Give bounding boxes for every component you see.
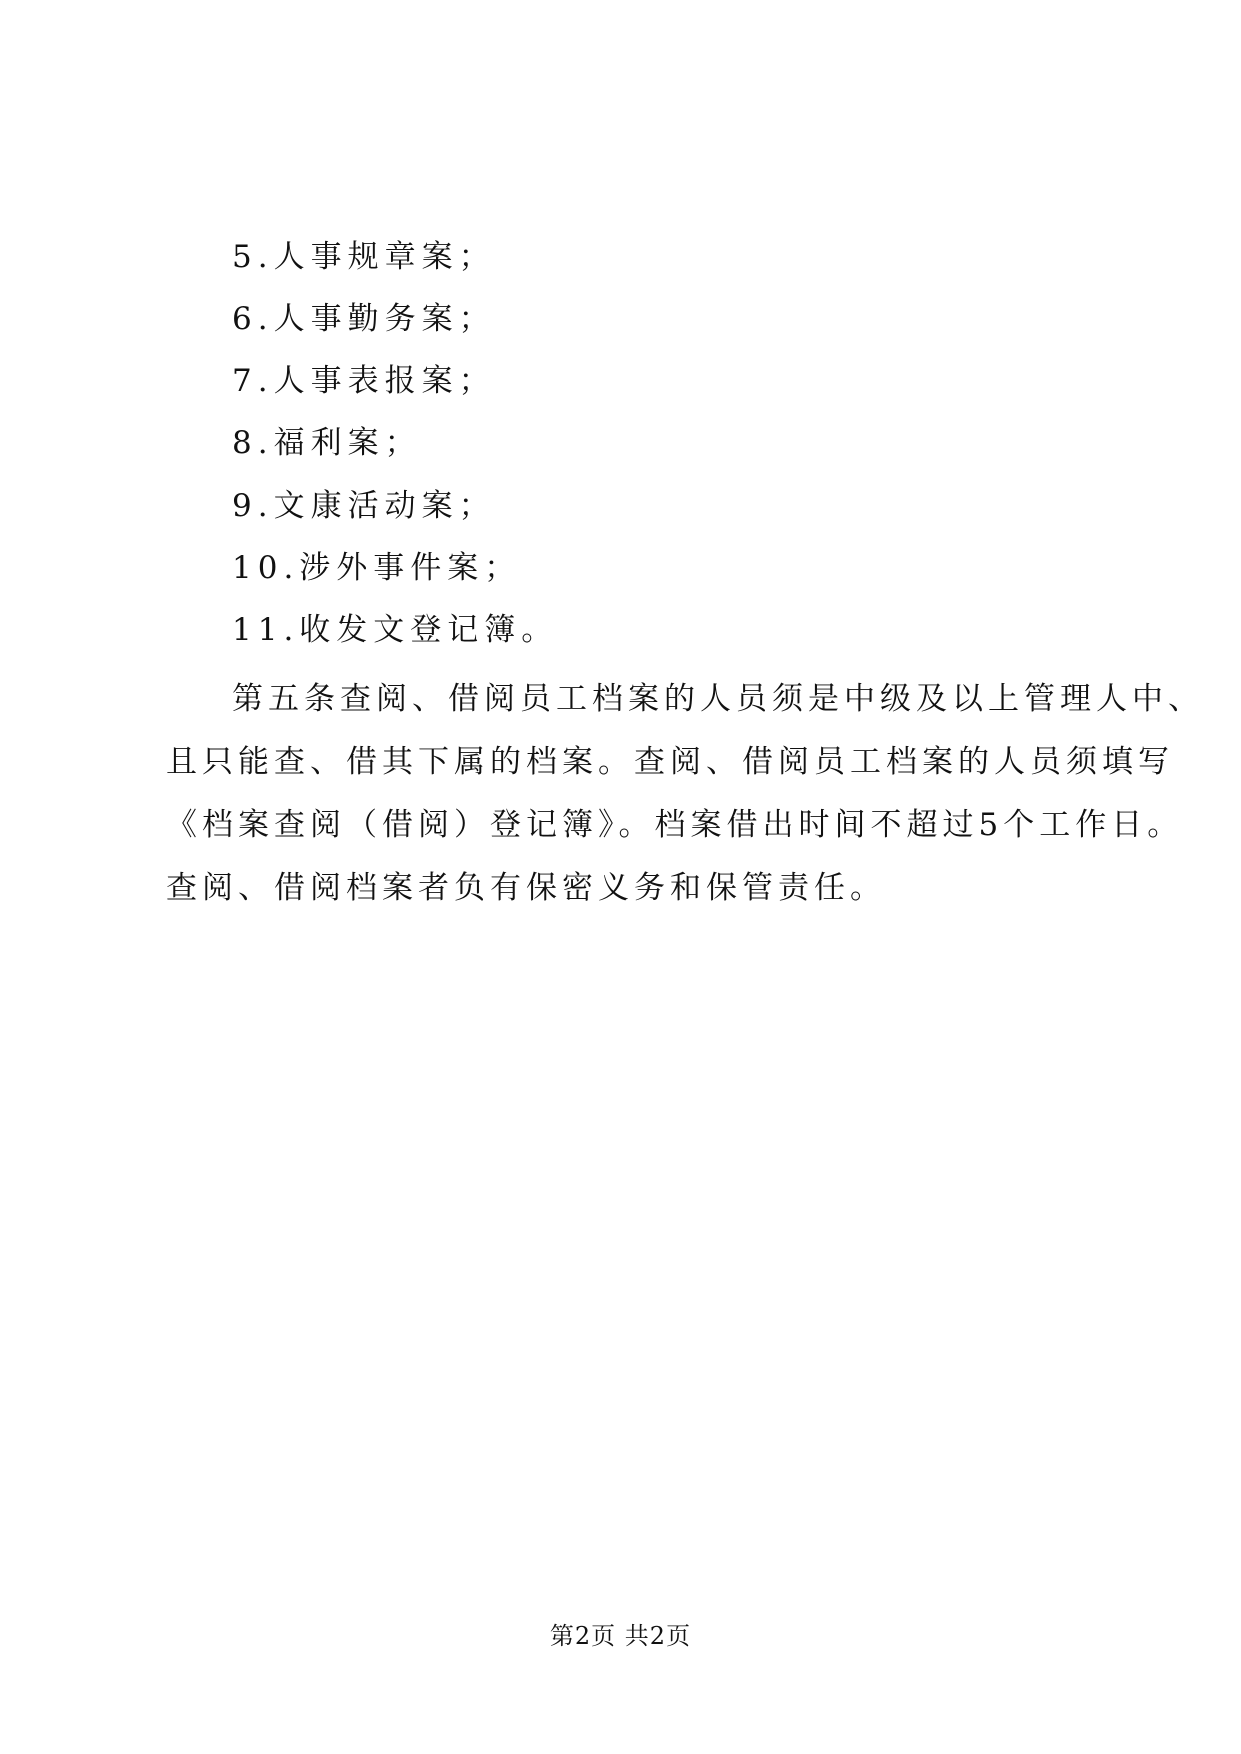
page-footer: 第2页 共2页 — [549, 1622, 692, 1650]
list-item: 9.文康活动案； — [232, 488, 496, 524]
list-item: 7.人事表报案； — [232, 363, 496, 399]
paragraph-line: 查阅、借阅档案者负有保密义务和保管责任。 — [166, 870, 886, 906]
list-item: 11.收发文登记簿。 — [232, 612, 559, 648]
list-item: 6.人事勤务案； — [232, 301, 496, 337]
paragraph-line: 《档案查阅（借阅）登记簿》。档案借出时间不超过5个工作日。 — [166, 807, 1184, 843]
paragraph-line: 且只能查、借其下属的档案。查阅、借阅员工档案的人员须填写 — [166, 744, 1174, 780]
list-item: 10.涉外事件案； — [232, 550, 522, 586]
article-five-paragraph — [166, 668, 1204, 920]
paragraph-line: 第五条查阅、借阅员工档案的人员须是中级及以上管理人中、 — [232, 681, 1204, 717]
list-item: 8.福利案； — [232, 425, 422, 461]
list-item: 5.人事规章案； — [232, 239, 496, 275]
